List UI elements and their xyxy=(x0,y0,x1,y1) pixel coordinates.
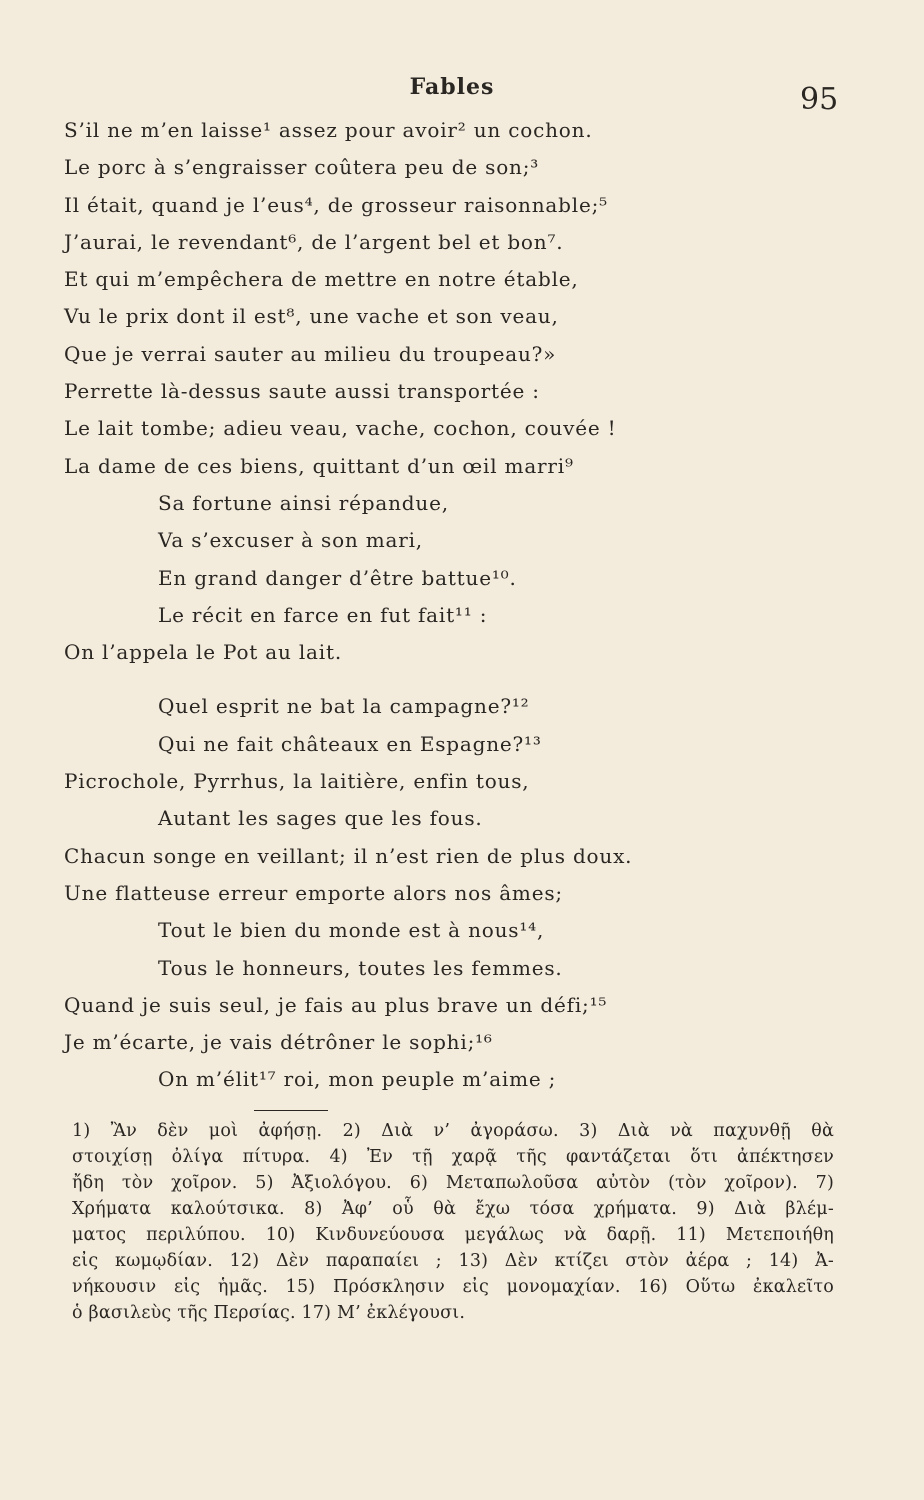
verse-line: Tout le bien du monde est à nous¹⁴, xyxy=(158,918,545,943)
footnote-separator xyxy=(254,1110,328,1111)
verse-line: Picrochole, Pyrrhus, la laitière, enfin tous, xyxy=(64,769,530,794)
footnote-line: εἰς κωμῳδίαν. 12) Δὲν παραπαίει ; 13) Δὲν κτίζει στὸν ἀέρα ; 14) Ἀ- xyxy=(72,1251,834,1271)
verse-line: Une flatteuse erreur emporte alors nos âmes; xyxy=(64,880,563,905)
running-title: Fables xyxy=(409,74,495,100)
verse-line: Qui ne fait châteaux en Espagne?¹³ xyxy=(158,731,542,756)
verse-line: Vu le prix dont il est⁸, une vache et son veau, xyxy=(64,304,559,329)
verse-line: On m’élit¹⁷ roi, mon peuple m’aime ; xyxy=(158,1067,557,1092)
verse-line: Je m’écarte, je vais détrôner le sophi;¹⁶ xyxy=(64,1030,493,1055)
verse-line: Que je verrai sauter au milieu du troupeau?» xyxy=(64,341,557,366)
footnote-line: 1) Ἂν δὲν μοὶ ἀφήσῃ. 2) Διὰ ν’ ἀγοράσω. 3) Διὰ νὰ παχυνθῇ θὰ xyxy=(72,1121,834,1141)
verse-block xyxy=(0,112,924,1099)
verse-line: Et qui m’empêchera de mettre en notre étable, xyxy=(64,267,579,292)
verse-line: Quel esprit ne bat la campagne?¹² xyxy=(158,694,530,719)
verse-line: Perrette là-dessus saute aussi transportée : xyxy=(64,379,540,404)
footnote-line: ὁ βασιλεὺς τῆς Περσίας. 17) Μ’ ἐκλέγουσι. xyxy=(72,1303,466,1323)
verse-line: J’aurai, le revendant⁶, de l’argent bel et bon⁷. xyxy=(64,229,564,254)
verse-line: Le récit en farce en fut fait¹¹ : xyxy=(158,602,488,627)
verse-line: S’il ne m’en laisse¹ assez pour avoir² un cochon. xyxy=(64,118,593,142)
verse-line: Chacun songe en veillant; il n’est rien de plus doux. xyxy=(64,843,633,868)
footnote-line: νήκουσιν εἰς ἡμᾶς. 15) Πρόσκλησιν εἰς μονομαχίαν. 16) Οὕτω ἐκαλεῖτο xyxy=(72,1277,834,1297)
verse-line: Il était, quand je l’eus⁴, de grosseur raisonnable;⁵ xyxy=(64,192,608,217)
verse-line: La dame de ces biens, quittant d’un œil marri⁹ xyxy=(64,453,574,478)
footnote-line: ἤδη τὸν χοῖρον. 5) Ἀξιολόγου. 6) Μεταπωλοῦσα αὐτὸν (τὸν χοῖρον). 7) xyxy=(72,1173,834,1193)
verse-line: Autant les sages que les fous. xyxy=(158,806,483,831)
footnotes xyxy=(72,1118,834,1326)
footnote-line: ματος περιλύπου. 10) Κινδυνεύουσα μεγάλως νὰ δαρῇ. 11) Μετεποιήθη xyxy=(72,1225,834,1245)
footnote-line: Χρήματα καλούτσικα. 8) Ἀφ’ οὗ θὰ ἔχω τόσα χρήματα. 9) Διὰ βλέμ- xyxy=(72,1199,834,1219)
verse-line: Le lait tombe; adieu veau, vache, cochon, couvée ! xyxy=(64,416,617,441)
verse-line: Le porc à s’engraisser coûtera peu de son;³ xyxy=(64,155,540,180)
verse-line: On l’appela le Pot au lait. xyxy=(64,640,342,665)
footnote-line: στοιχίσῃ ὀλίγα πίτυρα. 4) Ἐν τῇ χαρᾷ τῆς φαντάζεται ὅτι ἀπέκτησεν xyxy=(72,1147,834,1167)
verse-line: Va s’excuser à son mari, xyxy=(158,528,423,553)
verse-line: Sa fortune ainsi répandue, xyxy=(158,490,449,515)
verse-line: En grand danger d’être battue¹⁰. xyxy=(158,565,517,590)
verse-line: Tous le honneurs, toutes les femmes. xyxy=(158,955,563,980)
page-number: 95 xyxy=(800,82,839,117)
verse-line: Quand je suis seul, je fais au plus brave un défi;¹⁵ xyxy=(64,992,608,1017)
